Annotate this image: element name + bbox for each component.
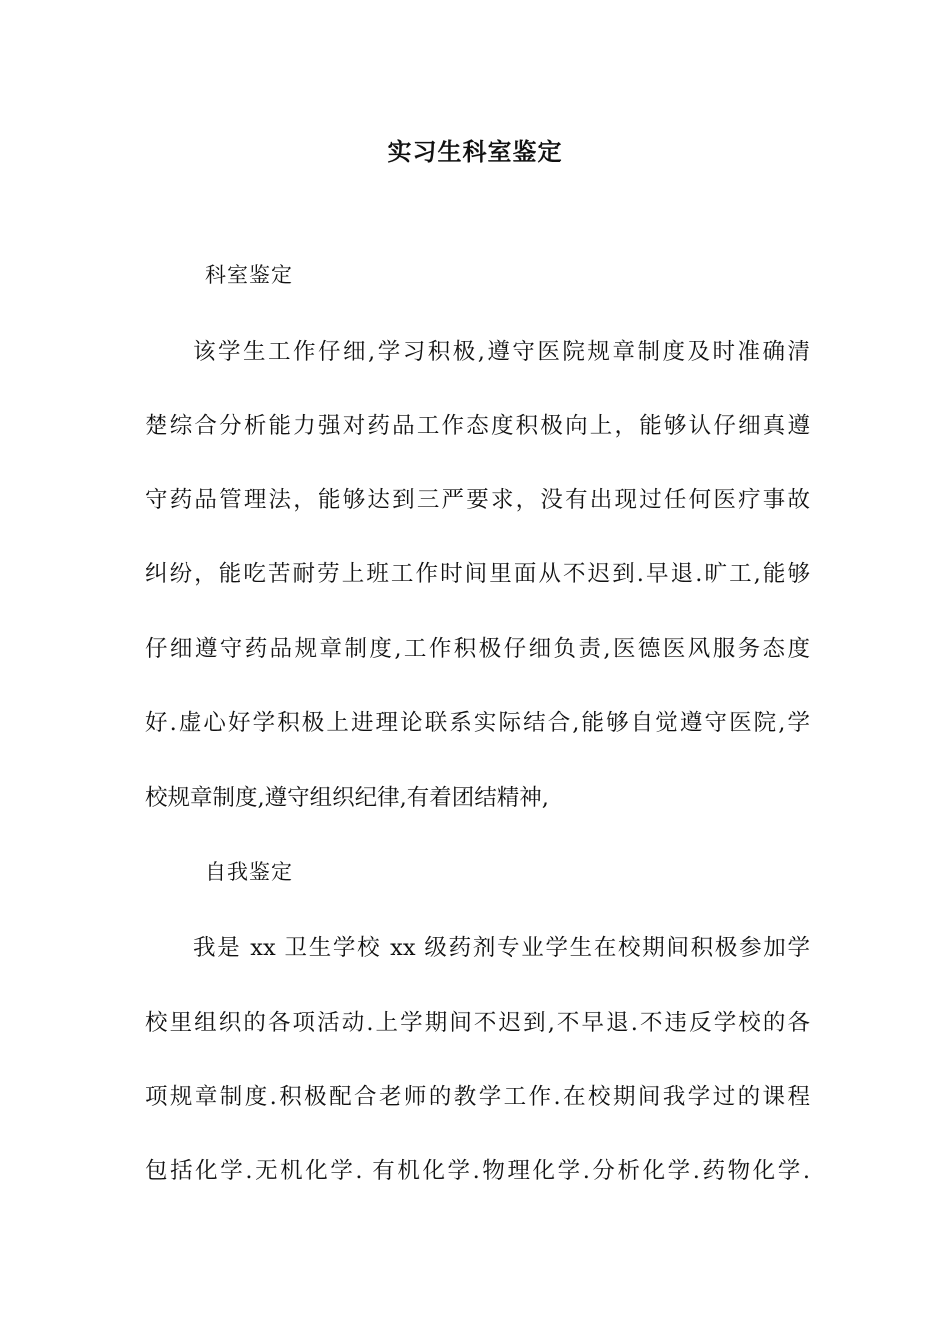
document-title: 实习生科室鉴定 xyxy=(387,137,563,166)
paragraph-line: 好.虚心好学积极上进理论联系实际结合,能够自觉遵守医院,学 xyxy=(145,710,810,736)
paragraph-line: 校规章制度,遵守组织纪律,有着团结精神, xyxy=(145,785,549,811)
paragraph-line: 守药品管理法，能够达到三严要求，没有出现过任何医疗事故 xyxy=(145,487,810,513)
paragraph-line: 我是 xx 卫生学校 xx 级药剂专业学生在校期间积极参加学 xyxy=(193,935,810,961)
paragraph-line: 楚综合分析能力强对药品工作态度积极向上，能够认仔细真遵 xyxy=(145,413,810,439)
paragraph-line: 仔细遵守药品规章制度,工作积极仔细负责,医德医风服务态度 xyxy=(145,636,810,662)
paragraph-line: 该学生工作仔细,学习积极,遵守医院规章制度及时准确清 xyxy=(193,339,810,365)
section-heading-self: 自我鉴定 xyxy=(205,860,293,884)
paragraph-line: 纠纷，能吃苦耐劳上班工作时间里面从不迟到.早退.旷工,能够 xyxy=(145,561,810,587)
paragraph-line: 项规章制度.积极配合老师的教学工作.在校期间我学过的课程 xyxy=(145,1084,810,1110)
paragraph-line: 包括化学.无机化学. 有机化学.物理化学.分析化学.药物化学. xyxy=(145,1158,810,1184)
section-heading-department: 科室鉴定 xyxy=(205,263,293,287)
paragraph-line: 校里组织的各项活动.上学期间不迟到,不早退.不违反学校的各 xyxy=(145,1010,810,1036)
